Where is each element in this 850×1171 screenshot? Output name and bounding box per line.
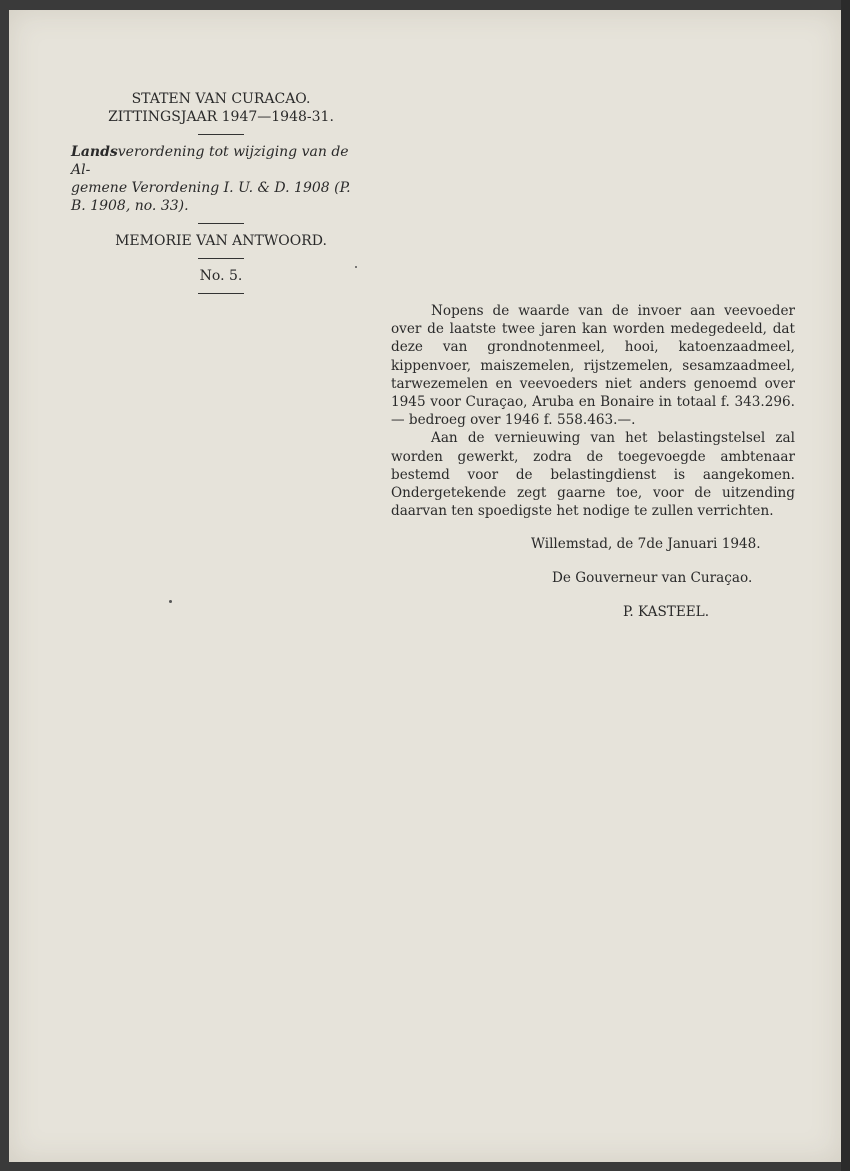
signatory-name: P. KASTEEL. [623, 604, 710, 620]
divider [198, 293, 244, 294]
session-year: ZITTINGSJAAR 1947—1948-31. [108, 109, 334, 125]
divider [198, 223, 244, 224]
body-paragraph-1: Nopens de waarde van de invoer aan veevoeder over de laatste twee jaren kan worden medegedeeld, dat deze van grondnotenmeel, hooi, katoenzaadmeel, kippenvoer, maiszemelen, rijstzemelen, sesamzaadmeel, tarwezemelen en veevoeders niet anders genoemd over 1945 voor Curaçao, Aruba en Bonaire in totaal f. 343.296.— bedroeg over 1946 f. 558.463.—. [391, 303, 795, 429]
scan-edge [841, 0, 850, 1171]
divider [198, 258, 244, 259]
place-date: Willemstad, de 7de Januari 1948. [531, 536, 761, 552]
ordinance-line-3: B. 1908, no. 33). [71, 198, 189, 214]
assembly-title: STATEN VAN CURACAO. [131, 91, 311, 107]
ordinance-lead: Lands [71, 144, 118, 160]
ordinance-title [71, 143, 371, 215]
paper-speck [169, 600, 172, 603]
memorie-heading: MEMORIE VAN ANTWOORD. [115, 233, 327, 249]
ordinance-line-2: gemene Verordening I. U. & D. 1908 (P. [71, 180, 351, 196]
signatory-title: De Gouverneur van Curaçao. [552, 570, 753, 586]
ordinance-rest: verordening tot wijziging van de Al- [71, 144, 349, 178]
document-page [9, 10, 841, 1162]
divider [198, 134, 244, 135]
paper-speck [355, 266, 357, 268]
body-paragraph-2: Aan de vernieuwing van het belastingstelsel zal worden gewerkt, zodra de toegevoegde ambtenaar bestemd voor de belastingdienst is aangekomen. Ondergetekende zegt gaarne toe, voor de uitzending daarvan ten spoedigste het nodige te zullen verrichten. [391, 430, 795, 520]
document-header [71, 90, 371, 302]
document-number: No. 5. [199, 268, 243, 284]
document-body [391, 302, 795, 520]
